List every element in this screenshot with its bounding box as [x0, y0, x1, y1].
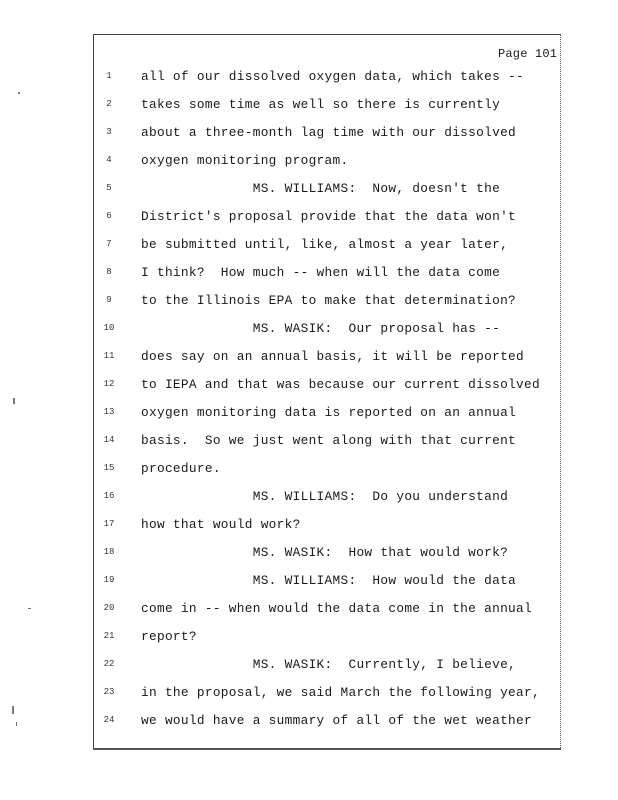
- line-text: MS. WILLIAMS: How would the data: [141, 573, 517, 588]
- transcript-line: [0, 349, 618, 369]
- transcript-line: [0, 377, 618, 397]
- line-number: 5: [106, 183, 112, 193]
- line-text: MS. WASIK: Our proposal has --: [141, 321, 501, 336]
- line-text: oxygen monitoring program.: [141, 153, 349, 168]
- line-number: 19: [103, 575, 115, 585]
- transcript-line: [0, 237, 618, 257]
- line-text: we would have a summary of all of the wet weather: [141, 713, 532, 728]
- line-number: 16: [103, 491, 115, 501]
- line-number: 24: [103, 715, 115, 725]
- line-text: come in -- when would the data come in the annual: [141, 601, 532, 616]
- line-text: in the proposal, we said March the following year,: [141, 685, 540, 700]
- page-number: Page 101: [498, 47, 558, 61]
- line-text: be submitted until, like, almost a year later,: [141, 237, 509, 252]
- line-number: 17: [103, 519, 115, 529]
- line-text: all of our dissolved oxygen data, which takes --: [141, 69, 525, 84]
- line-text: MS. WASIK: How that would work?: [141, 545, 509, 560]
- line-text: to the Illinois EPA to make that determination?: [141, 293, 517, 308]
- line-text: basis. So we just went along with that current: [141, 433, 517, 448]
- transcript-line: [0, 629, 618, 649]
- line-text: MS. WILLIAMS: Now, doesn't the: [141, 181, 501, 196]
- transcript-line: [0, 461, 618, 481]
- transcript-line: [0, 125, 618, 145]
- transcript-line: [0, 321, 618, 341]
- scan-speck: [13, 398, 15, 404]
- line-number: 14: [103, 435, 115, 445]
- line-text: I think? How much -- when will the data come: [141, 265, 501, 280]
- transcript-line: [0, 685, 618, 705]
- transcript-line: [0, 97, 618, 117]
- transcript-line: [0, 573, 618, 593]
- line-text: District's proposal provide that the data won't: [141, 209, 517, 224]
- line-text: to IEPA and that was because our current dissolved: [141, 377, 540, 392]
- line-number: 8: [106, 267, 112, 277]
- line-number: 3: [106, 127, 112, 137]
- line-number: 10: [103, 323, 115, 333]
- scan-speck: [12, 706, 14, 714]
- transcript-line: [0, 657, 618, 677]
- line-number: 11: [103, 351, 115, 361]
- scan-speck: [28, 608, 31, 609]
- line-number: 13: [103, 407, 115, 417]
- line-text: how that would work?: [141, 517, 301, 532]
- line-number: 12: [103, 379, 115, 389]
- scan-speck: [16, 722, 17, 726]
- line-text: takes some time as well so there is currently: [141, 97, 501, 112]
- line-number: 18: [103, 547, 115, 557]
- line-number: 9: [106, 295, 112, 305]
- line-number: 2: [106, 99, 112, 109]
- line-number: 20: [103, 603, 115, 613]
- scan-speck: [18, 92, 20, 94]
- line-text: report?: [141, 629, 197, 644]
- transcript-line: [0, 209, 618, 229]
- transcript-line: [0, 545, 618, 565]
- line-number: 15: [103, 463, 115, 473]
- line-text: MS. WILLIAMS: Do you understand: [141, 489, 509, 504]
- line-number: 4: [106, 155, 112, 165]
- transcript-line: [0, 69, 618, 89]
- line-text: MS. WASIK: Currently, I believe,: [141, 657, 517, 672]
- transcript-line: [0, 517, 618, 537]
- line-number: 22: [103, 659, 115, 669]
- line-number: 1: [106, 71, 112, 81]
- transcript-line: [0, 293, 618, 313]
- line-text: procedure.: [141, 461, 221, 476]
- line-number: 23: [103, 687, 115, 697]
- line-number: 7: [106, 239, 112, 249]
- transcript-line: [0, 265, 618, 285]
- line-text: does say on an annual basis, it will be reported: [141, 349, 525, 364]
- line-text: oxygen monitoring data is reported on an annual: [141, 405, 517, 420]
- line-number: 21: [103, 631, 115, 641]
- transcript-line: [0, 601, 618, 621]
- transcript-line: [0, 405, 618, 425]
- line-number: 6: [106, 211, 112, 221]
- line-text: about a three-month lag time with our dissolved: [141, 125, 517, 140]
- transcript-line: [0, 433, 618, 453]
- transcript-line: [0, 153, 618, 173]
- transcript-line: [0, 713, 618, 733]
- transcript-line: [0, 181, 618, 201]
- bottom-rule: [93, 748, 561, 750]
- transcript-line: [0, 489, 618, 509]
